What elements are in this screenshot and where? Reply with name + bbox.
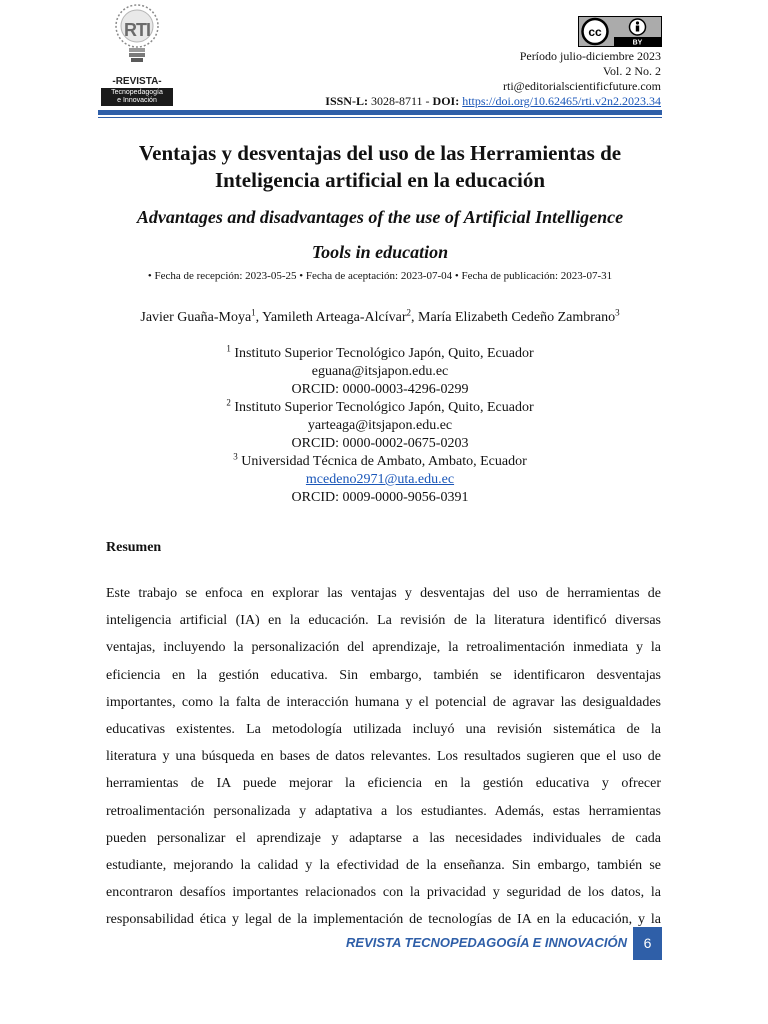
author-affiliation-mark: 1 <box>251 307 256 318</box>
author-separator: , <box>411 310 419 325</box>
abstract-heading: Resumen <box>106 540 162 555</box>
abstract-line: retroalimentación personalizada y adaptativa a los estudiantes. Además, estas herramientas <box>106 803 661 819</box>
page-number: 6 <box>633 927 662 960</box>
affiliation-email: eguana@itsjapon.edu.ec <box>311 364 449 379</box>
article-title-english <box>98 200 662 270</box>
doi-link[interactable]: https://doi.org/10.62465/rti.v2n2.2023.34 <box>462 94 661 108</box>
author-name: Yamileth Arteaga-Alcívar <box>262 310 407 325</box>
publication-metadata <box>325 49 661 109</box>
svg-text:BY: BY <box>632 39 643 47</box>
abstract-line: responsabilidad ética y legal de la implementación de tecnologías de IA en la educación, y la <box>106 912 661 928</box>
title-es-line-2: Inteligencia artificial en la educación <box>214 168 546 192</box>
header-divider-thin <box>98 117 662 118</box>
volume-text: Vol. 2 No. 2 <box>602 64 661 78</box>
issn-doi-separator: - <box>425 94 430 108</box>
abstract-line: eficiencia en la gestión educativa. Sin embargo, también se identificaron desventajas <box>106 667 661 683</box>
abstract-body <box>106 580 661 933</box>
logo-band-line-1: Tecnopedagogía <box>111 89 163 96</box>
institution-text: Instituto Superior Tecnológico Japón, Quito, Ecuador <box>234 346 534 361</box>
logo-band-line-2: e Innovación <box>117 97 157 104</box>
journal-logo <box>98 0 176 108</box>
svg-text:cc: cc <box>588 25 602 39</box>
doi-label: DOI: <box>432 94 460 108</box>
affiliation-mark: 2 <box>226 397 231 408</box>
cc-by-license-icon[interactable] <box>578 16 662 47</box>
affiliation-orcid: ORCID: 0009-0000-9056-0391 <box>291 490 469 505</box>
abstract-line: encontraron desafíos importantes relacionados con la privacidad y seguridad de los datos, la <box>106 885 661 901</box>
title-es-line-1: Ventajas y desventajas del uso de las Herramientas de <box>138 141 622 165</box>
issn-label: ISSN-L: <box>325 94 368 108</box>
abstract-line: inteligencia artificial (IA) en la educación. La revisión de la literatura identificó diversas <box>106 613 661 629</box>
author-name: María Elizabeth Cedeño Zambrano <box>418 310 616 325</box>
abstract-line: pueden personalizar el aprendizaje y adaptarse a las necesidades individuales de cada <box>106 830 661 846</box>
logo-revista-text: -REVISTA- <box>112 76 162 87</box>
abstract-line: ventajas, incluyendo la personalización del aprendizaje, la retroalimentación inmediata y la <box>106 640 661 656</box>
affiliation-institution <box>98 453 662 471</box>
issn-value: 3028-8711 <box>370 94 423 108</box>
author-affiliation-mark: 2 <box>406 307 412 318</box>
abstract-line: herramientas de IA puede mejorar la eficiencia en la gestión educativa y ofrecer <box>106 776 661 792</box>
article-title-spanish <box>98 140 662 194</box>
affiliation-list <box>98 345 662 507</box>
header-divider-thick <box>98 110 662 115</box>
title-en-line-2: Tools in education <box>311 242 449 262</box>
abstract-line: estudiante, mejorando la calidad y la efectividad de la enseñanza. Sin embargo, también se <box>106 857 661 873</box>
footer-journal-name: REVISTA TECNOPEDAGOGÍA E INNOVACIÓN <box>346 935 627 950</box>
affiliation-mark: 3 <box>233 451 238 462</box>
affiliation-email-link[interactable]: mcedeno2971@uta.edu.ec <box>305 472 455 487</box>
affiliation-email: yarteaga@itsjapon.edu.ec <box>307 418 453 433</box>
period-text: Período julio-diciembre 2023 <box>519 49 661 63</box>
author-name: Javier Guaña-Moya <box>140 310 252 325</box>
institution-text: Instituto Superior Tecnológico Japón, Quito, Ecuador <box>234 400 534 415</box>
contact-email: rti@editorialscientificfuture.com <box>503 79 661 93</box>
affiliation-institution <box>98 345 662 363</box>
publication-dates: • Fecha de recepción: 2023-05-25 • Fecha de aceptación: 2023-07-04 • Fecha de publicación: 2023-07-31 <box>147 270 613 282</box>
abstract-line: Este trabajo se enfoca en explorar las ventajas y desventajas del uso de herramientas de <box>106 586 661 601</box>
author-affiliation-mark: 3 <box>615 307 620 318</box>
logo-rti-text: RTI <box>124 20 150 40</box>
institution-text: Universidad Técnica de Ambato, Ambato, Ecuador <box>241 454 527 469</box>
affiliation-institution <box>98 399 662 417</box>
affiliation-orcid: ORCID: 0000-0002-0675-0203 <box>291 436 469 451</box>
author-separator: , <box>255 310 263 325</box>
abstract-line: literatura y una búsqueda en bases de datos relevantes. Los resultados sugieren que el uso de <box>106 749 661 765</box>
affiliation-orcid: ORCID: 0000-0003-4296-0299 <box>291 382 469 397</box>
author-list <box>98 307 662 326</box>
title-en-line-1: Advantages and disadvantages of the use of Artificial Intelligence <box>136 207 624 227</box>
affiliation-mark: 1 <box>226 343 231 354</box>
issn-doi-line <box>325 94 661 109</box>
abstract-line: educativas existentes. La metodología utilizada incluyó una revisión sistemática de la <box>106 721 661 737</box>
logo-band <box>101 88 173 106</box>
abstract-line: importantes, como la falta de interacción humana y el potencial de agravar las desigualdades <box>106 694 661 710</box>
